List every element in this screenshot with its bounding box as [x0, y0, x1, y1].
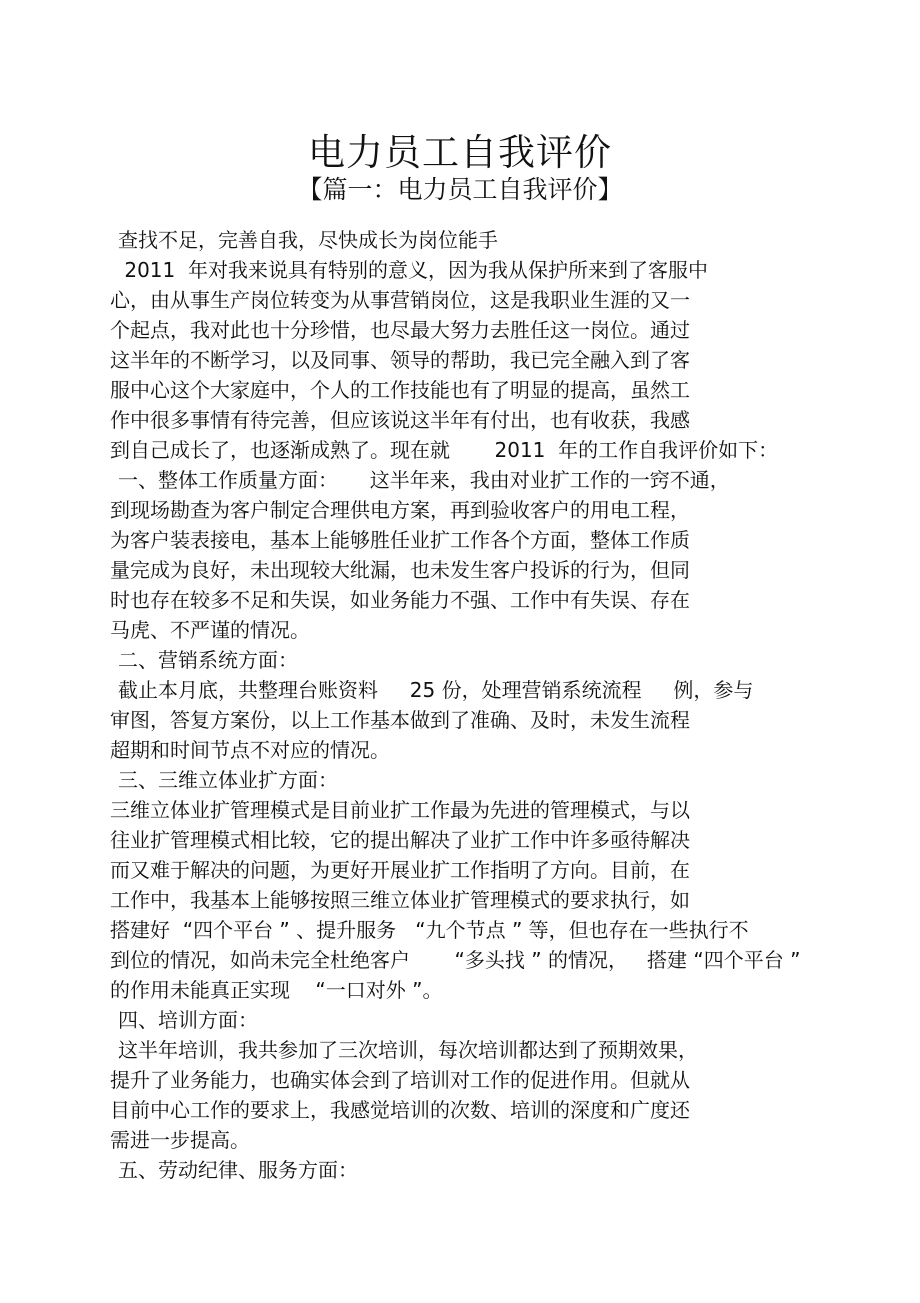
text-line: 三维立体业扩管理模式是目前业扩工作最为先进的管理模式，与以 — [110, 798, 690, 822]
text-line: 而又难于解决的问题，为更好开展业扩工作指明了方向。目前，在 — [110, 858, 690, 882]
text-line: 量完成为良好，未出现较大纰漏，也未发生客户投诉的行为，但同 — [110, 558, 690, 582]
document-title: 电力员工自我评价 — [308, 131, 612, 174]
text-line: 三、三维立体业扩方面： — [118, 768, 338, 792]
text-line: 五、劳动纪律、服务方面： — [118, 1158, 358, 1182]
text-line: 需进一步提高。 — [110, 1128, 250, 1152]
text-line: 提升了业务能力，也确实体会到了培训对工作的促进作用。但就从 — [110, 1068, 690, 1092]
text-line: 截止本月底，共整理台账资料 25 份，处理营销系统流程 例，参与 — [118, 678, 754, 702]
text-line: 超期和时间节点不对应的情况。 — [110, 738, 390, 762]
text-line: 到自己成长了，也逐渐成熟了。现在就 2011 年的工作自我评价如下： — [110, 438, 779, 462]
text-line: 搭建好 “四个平台 ” 、提升服务 “九个节点 ” 等，但也存在一些执行不 — [110, 918, 749, 942]
text-line: 审图，答复方案份，以上工作基本做到了准确、及时，未发生流程 — [110, 708, 690, 732]
text-line: 一、整体工作质量方面： 这半年来，我由对业扩工作的一窍不通， — [118, 468, 730, 492]
text-line: 个起点，我对此也十分珍惜，也尽最大努力去胜任这一岗位。通过 — [110, 318, 690, 342]
text-line: 查找不足，完善自我，尽快成长为岗位能手 — [118, 228, 498, 252]
text-line: 服中心这个大家庭中，个人的工作技能也有了明显的提高，虽然工 — [110, 378, 690, 402]
document-body — [110, 225, 830, 1185]
text-line: 作中很多事情有待完善，但应该说这半年有付出，也有收获，我感 — [110, 408, 690, 432]
text-line: 马虎、不严谨的情况。 — [110, 618, 310, 642]
text-line: 2011 年对我来说具有特别的意义，因为我从保护所来到了客服中 — [118, 258, 708, 282]
text-line: 到现场勘查为客户制定合理供电方案，再到验收客户的用电工程， — [110, 498, 690, 522]
text-line: 的作用未能真正实现 “一口对外 ”。 — [110, 978, 443, 1002]
text-line: 为客户装表接电，基本上能够胜任业扩工作各个方面，整体工作质 — [110, 528, 690, 552]
text-line: 这半年的不断学习，以及同事、领导的帮助，我已完全融入到了客 — [110, 348, 690, 372]
text-line: 工作中，我基本上能够按照三维立体业扩管理模式的要求执行，如 — [110, 888, 690, 912]
text-line: 二、营销系统方面： — [118, 648, 298, 672]
text-line: 到位的情况，如尚未完全杜绝客户 “多头找 ” 的情况， 搭建 “四个平台 ” — [110, 948, 801, 972]
document-subtitle: 【篇一：电力员工自我评价】 — [297, 175, 623, 204]
text-line: 这半年培训，我共参加了三次培训，每次培训都达到了预期效果， — [118, 1038, 698, 1062]
text-line: 往业扩管理模式相比较，它的提出解决了业扩工作中许多亟待解决 — [110, 828, 690, 852]
text-line: 心，由从事生产岗位转变为从事营销岗位，这是我职业生涯的又一 — [110, 288, 690, 312]
text-line: 四、培训方面： — [118, 1008, 258, 1032]
text-line: 时也存在较多不足和失误，如业务能力不强、工作中有失误、存在 — [110, 588, 690, 612]
text-line: 目前中心工作的要求上，我感觉培训的次数、培训的深度和广度还 — [110, 1098, 690, 1122]
